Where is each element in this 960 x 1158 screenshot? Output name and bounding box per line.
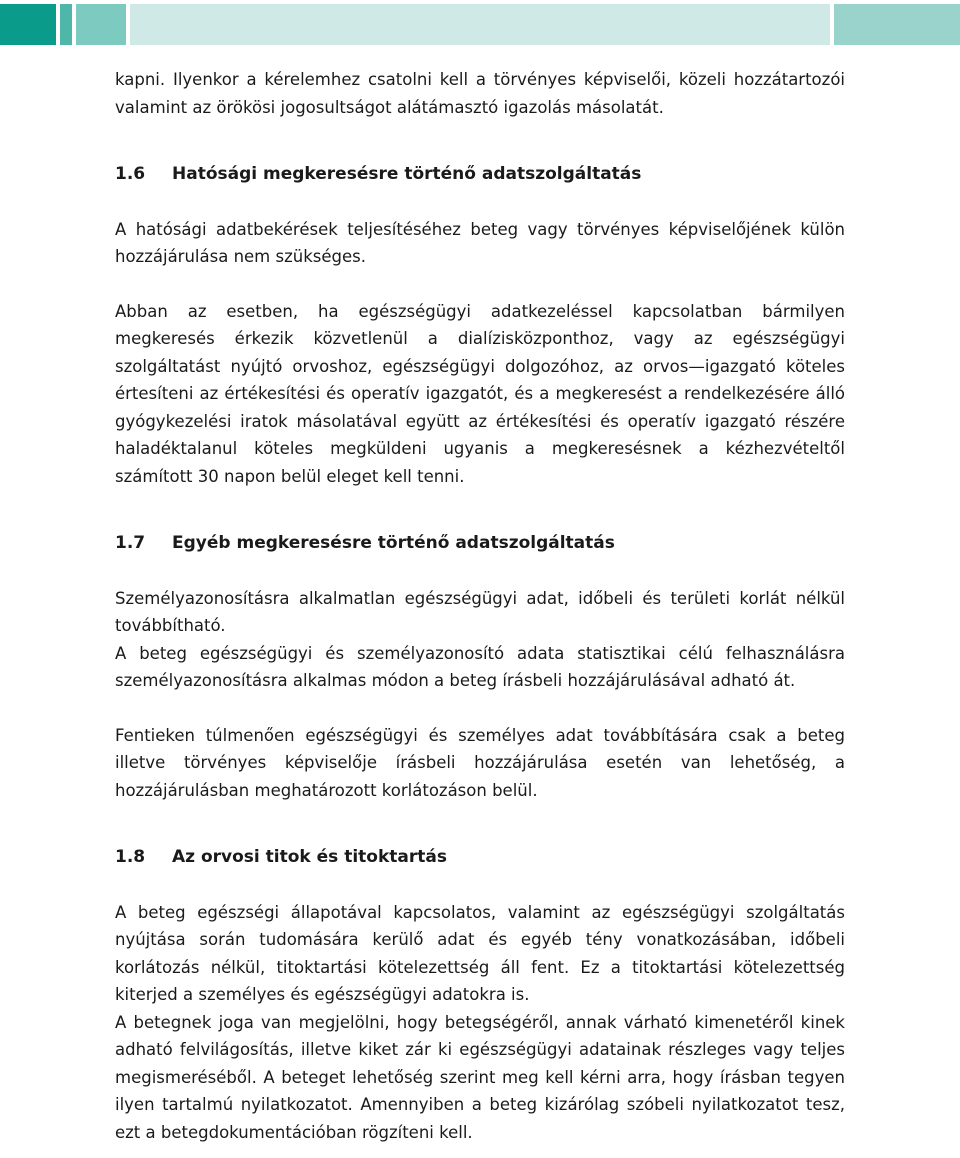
document-body [115, 66, 845, 1146]
header-block-pale [130, 4, 830, 45]
section-number: 1.6 [115, 164, 146, 184]
header-block-medium [60, 4, 72, 45]
intro-paragraph: kapni. Ilyenkor a kérelemhez csatolni kell a törvényes képviselői, közeli hozzátartozói valamint az örökösi jogosultságot alátámasztó igazolás másolatát. [115, 70, 845, 117]
section-title: Egyéb megkeresésre történő adatszolgáltatás [172, 533, 615, 553]
section-number: 1.8 [115, 847, 146, 867]
header-color-bar [0, 0, 960, 48]
section-1-8-paragraph-2: A betegnek joga van megjelölni, hogy betegségéről, annak várható kimenetéről kinek adható felvilágosítás, illetve kiket zár ki egészségügyi adatainak részleges vagy teljes megismeréséből. A beteget lehetőség szerint meg kell kérni arra, hogy írásban tegyen ilyen tartalmú nyilatkozatot. Amennyiben a beteg kizárólag szóbeli nyilatkozatot tesz, ezt a betegdokumentációban rögzíteni kell. [115, 1012, 845, 1142]
section-number: 1.7 [115, 533, 146, 553]
section-1-6-heading [115, 161, 845, 189]
section-title: Az orvosi titok és titoktartás [172, 847, 447, 867]
section-1-6-paragraph-2: Abban az esetben, ha egészségügyi adatkezeléssel kapcsolatban bármilyen megkeresés érkezik közvetlenül a dialízisközponthoz, vagy az egészségügyi szolgáltatást nyújtó orvoshoz, egészségügyi dolgozóhoz, az orvos—igazgató köteles értesíteni az értékesítési és operatív igazgatót, és a megkeresést a rendelkezésére álló gyógykezelési iratok másolatával együtt az értékesítési és operatív igazgató részére haladéktalanul köteles megküldeni ugyanis a megkeresésnek a kézhezvételtől számított 30 napon belül eleget kell tenni. [115, 301, 845, 486]
section-title: Hatósági megkeresésre történő adatszolgáltatás [172, 164, 642, 184]
section-1-7-paragraph-1: Személyazonosításra alkalmatlan egészségügyi adat, időbeli és területi korlát nélkül továbbítható. [115, 588, 845, 635]
section-1-8-heading [115, 844, 845, 872]
header-block-dark [0, 4, 56, 45]
section-1-7-heading [115, 530, 845, 558]
section-1-6-paragraph-1: A hatósági adatbekérések teljesítéséhez beteg vagy törvényes képviselőjének külön hozzájárulása nem szükséges. [115, 219, 845, 266]
section-1-7-paragraph-3: Fentieken túlmenően egészségügyi és személyes adat továbbítására csak a beteg illetve törvényes képviselője írásbeli hozzájárulása esetén van lehetőség, a hozzájárulásban meghatározott korlátozáson belül. [115, 725, 845, 800]
section-1-8-paragraph-1: A beteg egészségi állapotával kapcsolatos, valamint az egészségügyi szolgáltatás nyújtása során tudomására kerülő adat és egyéb tény vonatkozásában, időbeli korlátozás nélkül, titoktartási kötelezettség áll fent. Ez a titoktartási kötelezettség kiterjed a személyes és egészségügyi adatokra is. [115, 902, 845, 1004]
header-block-right [834, 4, 960, 45]
section-1-7-paragraph-2: A beteg egészségügyi és személyazonosító adata statisztikai célú felhasználásra személyazonosításra alkalmas módon a beteg írásbeli hozzájárulásával adható át. [115, 643, 845, 690]
header-block-light [76, 4, 126, 45]
